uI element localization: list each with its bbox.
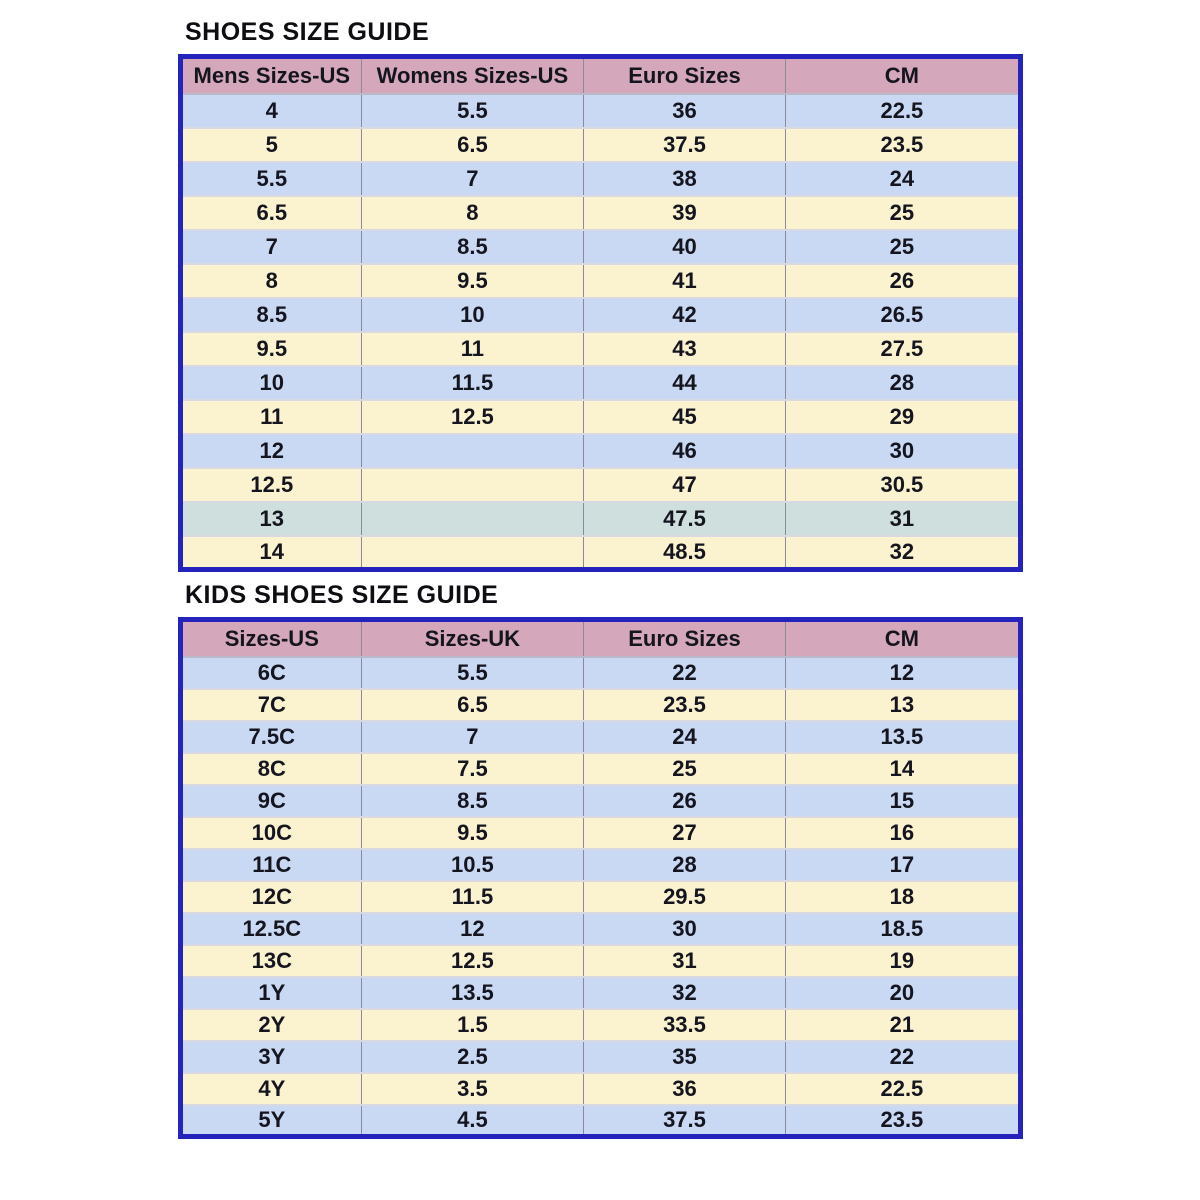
table-cell: 8 [361, 196, 584, 230]
table-row [181, 298, 1021, 332]
table-cell: 7C [181, 689, 362, 721]
table-cell [361, 536, 584, 570]
table-cell: 14 [785, 753, 1020, 785]
table-cell: 22 [785, 1041, 1020, 1073]
table-row [181, 332, 1021, 366]
table-cell: 26 [584, 785, 786, 817]
table-cell: 5Y [181, 1105, 362, 1137]
table-cell: 23.5 [785, 1105, 1020, 1137]
column-header: Mens Sizes-US [181, 57, 362, 94]
table-cell [361, 502, 584, 536]
table-cell: 1.5 [361, 1009, 584, 1041]
table-cell: 11C [181, 849, 362, 881]
table-cell: 14 [181, 536, 362, 570]
table-cell: 8.5 [361, 785, 584, 817]
table-cell [361, 468, 584, 502]
column-header: Womens Sizes-US [361, 57, 584, 94]
table-row [181, 657, 1021, 689]
table-cell: 15 [785, 785, 1020, 817]
table-cell: 9.5 [361, 817, 584, 849]
table-row [181, 977, 1021, 1009]
table-cell: 32 [584, 977, 786, 1009]
table-cell: 16 [785, 817, 1020, 849]
table-cell: 4Y [181, 1073, 362, 1105]
table-cell: 9C [181, 785, 362, 817]
table-cell: 30 [785, 434, 1020, 468]
table-cell: 28 [584, 849, 786, 881]
table-row [181, 1105, 1021, 1137]
table-row [181, 817, 1021, 849]
adult-size-table [178, 54, 1023, 572]
table-row [181, 785, 1021, 817]
table-cell: 12 [181, 434, 362, 468]
table-cell: 24 [785, 162, 1020, 196]
table-cell: 26.5 [785, 298, 1020, 332]
table-cell: 13 [785, 689, 1020, 721]
column-header: CM [785, 620, 1020, 657]
table-cell: 37.5 [584, 128, 786, 162]
table-cell: 44 [584, 366, 786, 400]
table-cell: 5 [181, 128, 362, 162]
table-cell: 41 [584, 264, 786, 298]
table-cell: 31 [785, 502, 1020, 536]
table-cell: 12C [181, 881, 362, 913]
table-cell: 8.5 [361, 230, 584, 264]
table-cell: 5.5 [181, 162, 362, 196]
header-row [181, 620, 1021, 657]
table-cell: 18.5 [785, 913, 1020, 945]
table-row [181, 94, 1021, 128]
table-cell: 10 [361, 298, 584, 332]
table-cell: 6C [181, 657, 362, 689]
table-cell: 31 [584, 945, 786, 977]
table-row [181, 230, 1021, 264]
table-cell: 46 [584, 434, 786, 468]
table-cell: 10 [181, 366, 362, 400]
table-cell: 12.5 [361, 400, 584, 434]
table-cell: 8.5 [181, 298, 362, 332]
table-row [181, 128, 1021, 162]
header-row [181, 57, 1021, 94]
table-cell: 21 [785, 1009, 1020, 1041]
table-cell: 22.5 [785, 1073, 1020, 1105]
table-cell: 13C [181, 945, 362, 977]
table-cell: 5.5 [361, 94, 584, 128]
kids-size-guide-section [178, 581, 1023, 1139]
table-row [181, 913, 1021, 945]
table-cell: 9.5 [181, 332, 362, 366]
table-cell: 4 [181, 94, 362, 128]
table-row [181, 468, 1021, 502]
table-cell: 35 [584, 1041, 786, 1073]
adult-size-table-body [181, 94, 1021, 570]
adult-size-guide-section [178, 18, 1023, 572]
table-row [181, 366, 1021, 400]
column-header: Sizes-UK [361, 620, 584, 657]
table-cell: 7 [181, 230, 362, 264]
table-row [181, 434, 1021, 468]
table-cell: 13.5 [361, 977, 584, 1009]
column-header: Sizes-US [181, 620, 362, 657]
table-cell: 37.5 [584, 1105, 786, 1137]
table-cell: 30.5 [785, 468, 1020, 502]
table-cell: 7.5 [361, 753, 584, 785]
table-cell: 10C [181, 817, 362, 849]
table-cell: 30 [584, 913, 786, 945]
table-cell: 13.5 [785, 721, 1020, 753]
table-row [181, 849, 1021, 881]
table-cell: 5.5 [361, 657, 584, 689]
table-cell: 23.5 [785, 128, 1020, 162]
table-cell: 8 [181, 264, 362, 298]
table-cell: 39 [584, 196, 786, 230]
table-cell: 42 [584, 298, 786, 332]
table-cell: 28 [785, 366, 1020, 400]
table-cell: 12.5 [361, 945, 584, 977]
table-cell: 27.5 [785, 332, 1020, 366]
table-row [181, 1009, 1021, 1041]
adult-size-guide-title: SHOES SIZE GUIDE [185, 18, 430, 46]
kids-size-table [178, 617, 1023, 1139]
kids-size-table-body [181, 657, 1021, 1137]
table-cell: 3Y [181, 1041, 362, 1073]
size-guide-content [178, 0, 1023, 1139]
table-row [181, 945, 1021, 977]
table-cell: 19 [785, 945, 1020, 977]
table-cell: 4.5 [361, 1105, 584, 1137]
table-cell: 47 [584, 468, 786, 502]
table-cell: 12.5C [181, 913, 362, 945]
table-cell [361, 434, 584, 468]
table-cell: 2Y [181, 1009, 362, 1041]
table-row [181, 536, 1021, 570]
table-cell: 18 [785, 881, 1020, 913]
table-cell: 25 [584, 753, 786, 785]
table-cell: 36 [584, 94, 786, 128]
table-cell: 32 [785, 536, 1020, 570]
table-cell: 1Y [181, 977, 362, 1009]
table-cell: 10.5 [361, 849, 584, 881]
table-row [181, 162, 1021, 196]
table-cell: 7 [361, 162, 584, 196]
column-header: Euro Sizes [584, 57, 786, 94]
kids-size-table-head [181, 620, 1021, 657]
table-cell: 8C [181, 753, 362, 785]
table-cell: 9.5 [361, 264, 584, 298]
table-cell: 22 [584, 657, 786, 689]
table-cell: 6.5 [181, 196, 362, 230]
table-cell: 20 [785, 977, 1020, 1009]
table-cell: 23.5 [584, 689, 786, 721]
kids-size-guide-title: KIDS SHOES SIZE GUIDE [185, 581, 499, 609]
table-cell: 11.5 [361, 366, 584, 400]
table-row [181, 502, 1021, 536]
table-row [181, 881, 1021, 913]
table-cell: 6.5 [361, 128, 584, 162]
table-cell: 11.5 [361, 881, 584, 913]
table-cell: 25 [785, 230, 1020, 264]
table-cell: 48.5 [584, 536, 786, 570]
table-cell: 17 [785, 849, 1020, 881]
table-cell: 25 [785, 196, 1020, 230]
table-cell: 11 [361, 332, 584, 366]
table-cell: 26 [785, 264, 1020, 298]
adult-size-table-head [181, 57, 1021, 94]
table-cell: 43 [584, 332, 786, 366]
table-cell: 29.5 [584, 881, 786, 913]
table-cell: 40 [584, 230, 786, 264]
table-cell: 13 [181, 502, 362, 536]
table-cell: 12 [361, 913, 584, 945]
table-cell: 24 [584, 721, 786, 753]
table-cell: 33.5 [584, 1009, 786, 1041]
table-cell: 29 [785, 400, 1020, 434]
table-cell: 45 [584, 400, 786, 434]
table-row [181, 721, 1021, 753]
table-cell: 7 [361, 721, 584, 753]
table-row [181, 196, 1021, 230]
table-cell: 12.5 [181, 468, 362, 502]
table-cell: 2.5 [361, 1041, 584, 1073]
table-cell: 36 [584, 1073, 786, 1105]
table-row [181, 1073, 1021, 1105]
table-row [181, 1041, 1021, 1073]
table-row [181, 689, 1021, 721]
table-cell: 6.5 [361, 689, 584, 721]
table-cell: 12 [785, 657, 1020, 689]
table-cell: 47.5 [584, 502, 786, 536]
column-header: Euro Sizes [584, 620, 786, 657]
column-header: CM [785, 57, 1020, 94]
table-cell: 22.5 [785, 94, 1020, 128]
table-row [181, 400, 1021, 434]
table-cell: 11 [181, 400, 362, 434]
table-row [181, 264, 1021, 298]
table-cell: 7.5C [181, 721, 362, 753]
table-row [181, 753, 1021, 785]
table-cell: 27 [584, 817, 786, 849]
table-cell: 3.5 [361, 1073, 584, 1105]
table-cell: 38 [584, 162, 786, 196]
